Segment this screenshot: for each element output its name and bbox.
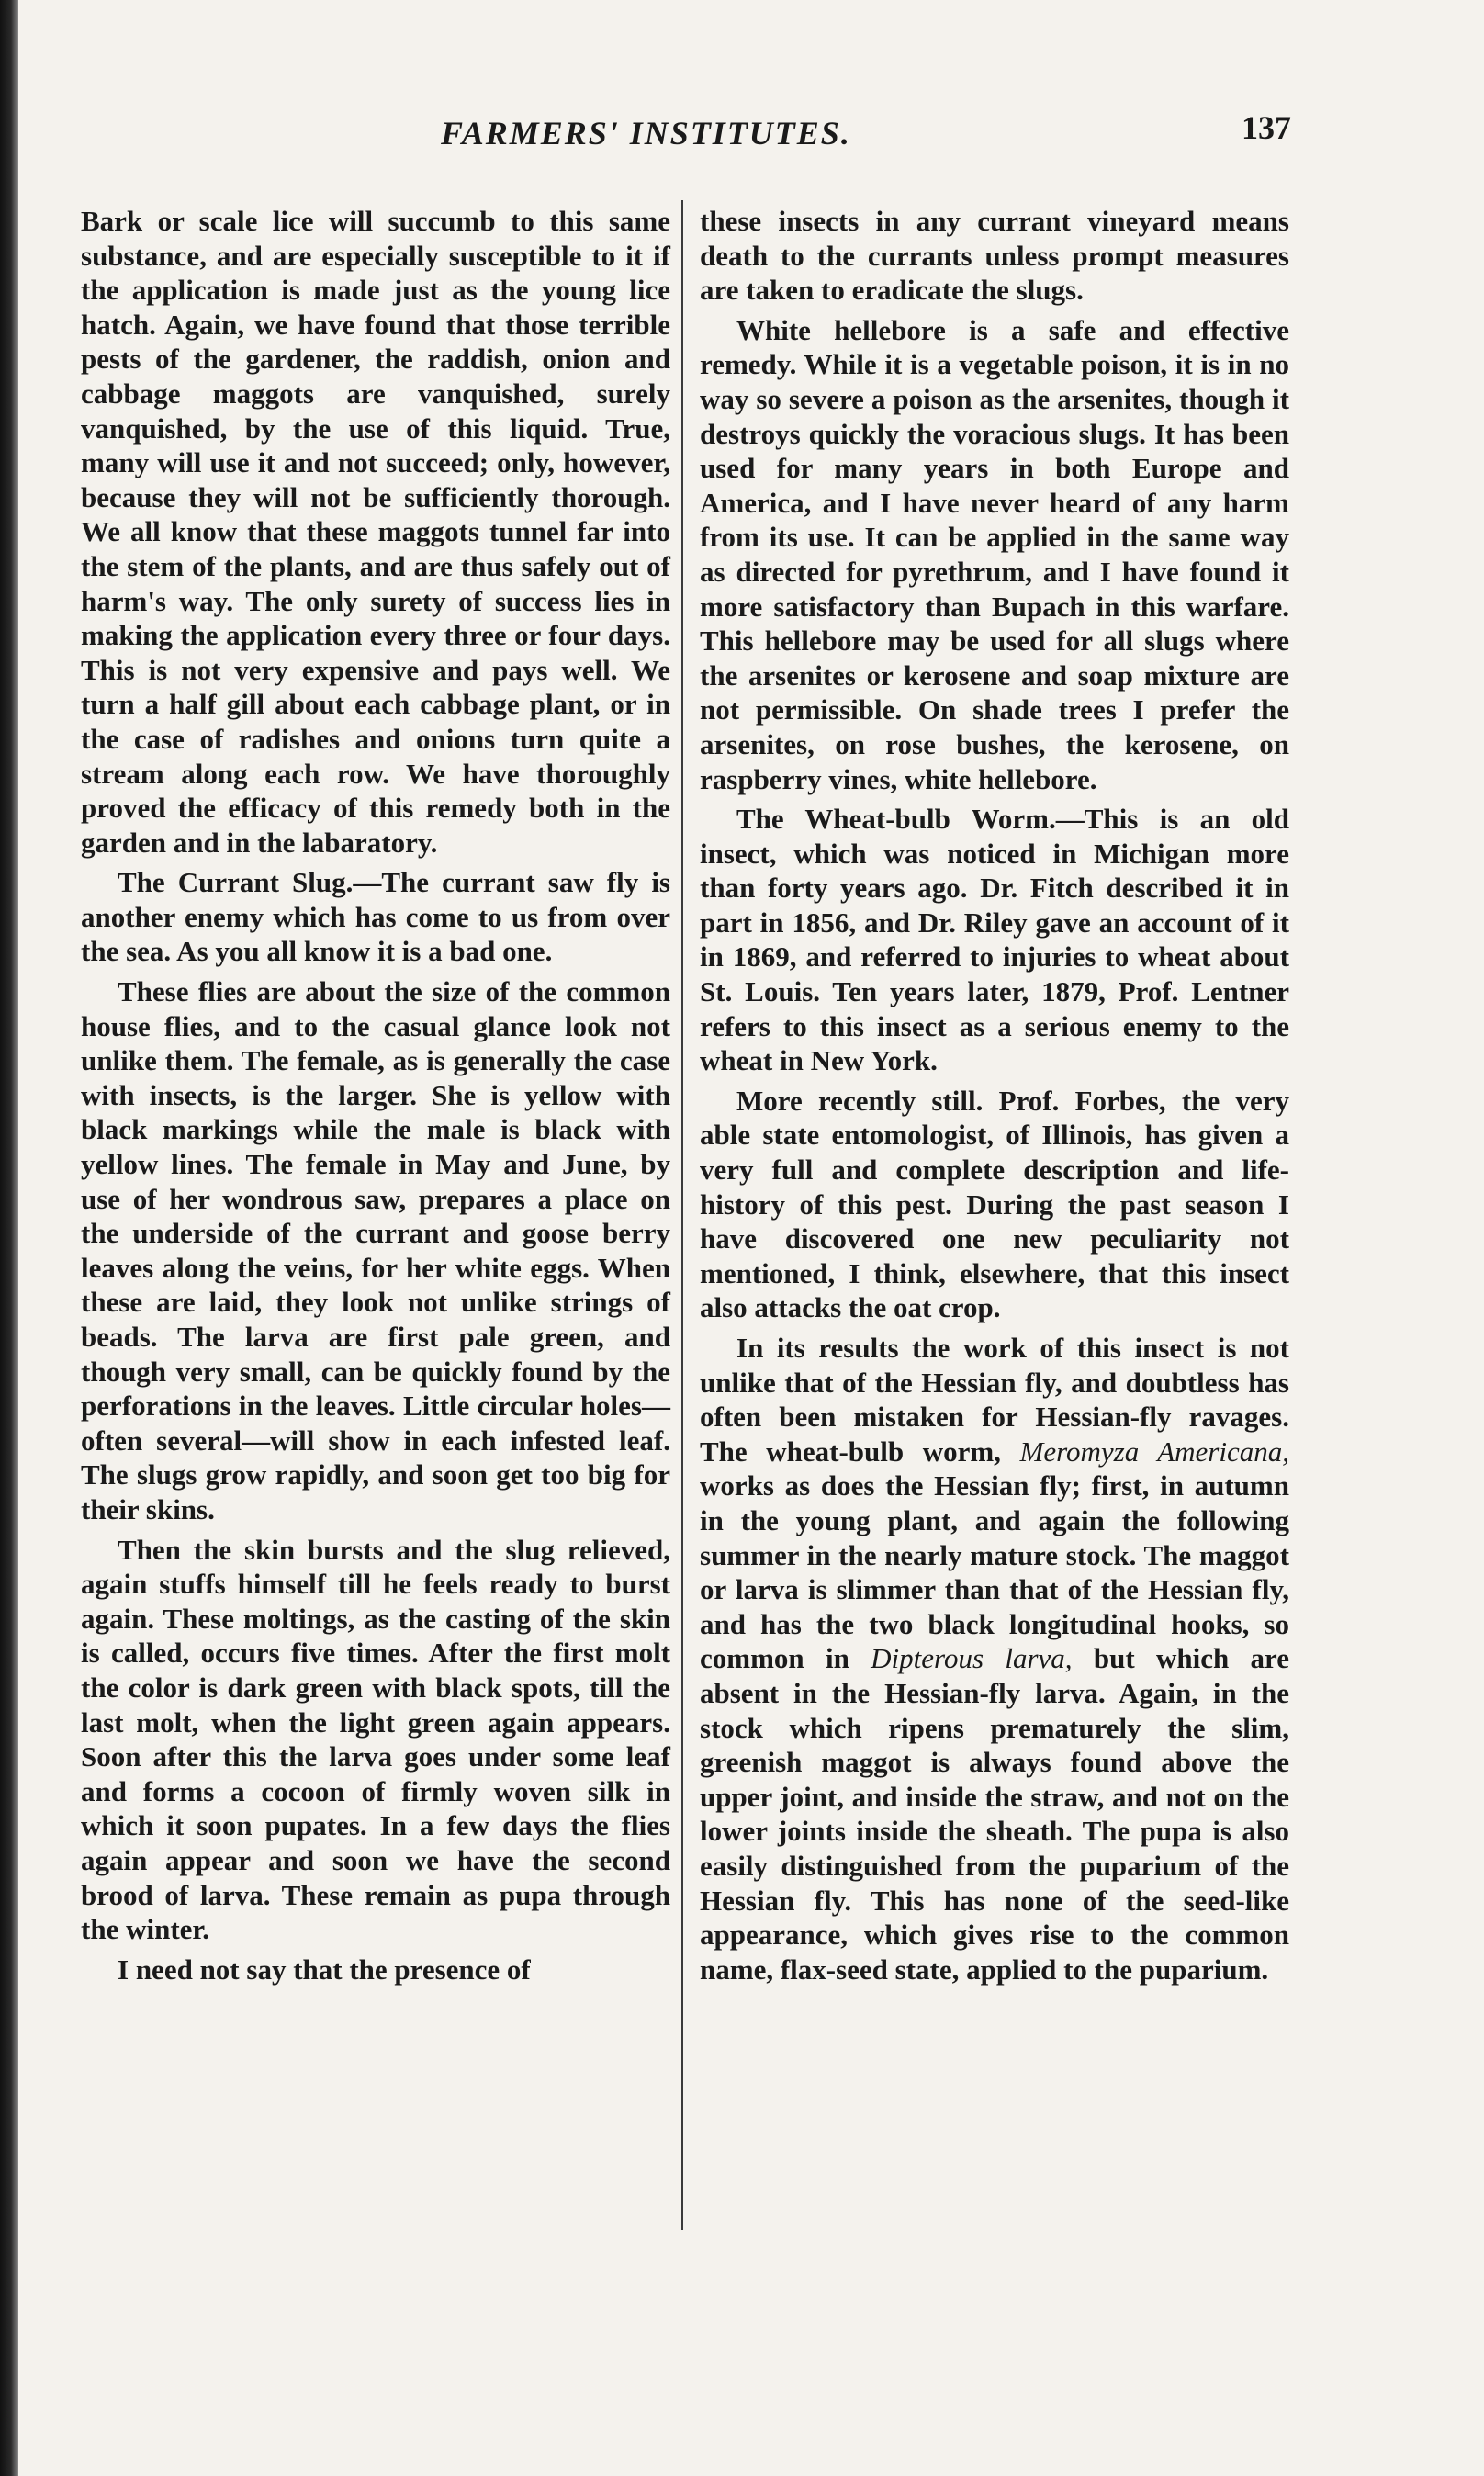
scan-binding-edge [0,0,18,2476]
column-divider [681,200,683,2230]
paragraph-slug-molting: Then the skin bursts and the slug relieved, again stuffs himself till he feels ready to burst again. These moltings, as the casting of the skin is called, occurs five times. After the first molt the color is dark green with black spots, till the last molt, when the light green again appears. Soon after this the larva goes under some leaf and forms a cocoon of firmly woven silk in which it soon pupates. In a few days the flies again appear and soon we have the second brood of larva. These remain as pupa through the winter. [81,1533,670,1946]
paragraph-wheat-bulb-worm: The Wheat-bulb Worm.—This is an old insect, which was noticed in Michigan more than forty years ago. Dr. Fitch described it in part in 1856, and Dr. Riley gave an account of it in 1869, and referred to injuries to wheat about St. Louis. Ten years later, 1879, Prof. Lentner refers to this insect as a serious enemy to the wheat in New York. [700,803,1289,1077]
paragraph-saw-fly-description: These flies are about the size of the common house flies, and to the casual glance look not unlike them. The female, as is generally the case with insects, is the larger. She is yellow with black markings while the male is black with yellow lines. The female in May and June, by use of her wondrous saw, prepares a place on the underside of the currant and goose berry leaves along the veins, for her white eggs. When these are laid, they look not unlike strings of beads. The larva are first pale green, and though very small, can be quickly found by the perforations in the leaves. Little circular holes—often several—will show in each infested leaf. The slugs grow rapidly, and soon get too big for their skins. [81,975,670,1525]
paragraph-results-hessian-fly [700,1331,1289,1986]
paragraph-presence-continued: these insects in any currant vineyard means death to the currants unless prompt measures are taken to eradicate the slugs. [700,205,1289,307]
species-name: Meromyza Americana, [1019,1435,1289,1468]
paragraph-presence-start: I need not say that the presence of [118,1953,531,1986]
page-number: 137 [1242,109,1291,146]
left-column [81,204,670,1992]
paragraph-forbes-description: More recently still. Prof. Forbes, the very able state entomologist, of Illinois, has given a very full and complete description and life-history of this pest. During the past season I have discovered one new peculiarity not mentioned, I think, elsewhere, that this insect also attacks the oat crop. [700,1084,1289,1324]
right-column [700,204,1289,1992]
running-header-title: FARMERS' INSTITUTES. [441,115,851,152]
dipterous-term: Dipterous larva, [871,1642,1073,1675]
paragraph-white-hellebore: White hellebore is a safe and effective remedy. While it is a vegetable poison, it is in no way so severe a poison as the arsenites, though it destroys quickly the voracious slugs. It has been used for many years in both Europe and America, and I have never heard of any harm from its use. It can be applied in the same way as directed for pyrethrum, and I have found it more satisfactory than Bupach in this warfare. This hellebore may be used for all slugs where the arsenites or kerosene and soap mixture are not permissible. On shade trees I prefer the arsenites, on rose bushes, the kerosene, on raspberry vines, white hellebore. [700,313,1289,795]
paragraph-currant-slug-intro: The Currant Slug.—The currant saw fly is another enemy which has come to us from over the sea. As you all know it is a bad one. [81,866,670,968]
paragraph-scale-lice: Bark or scale lice will succumb to this same substance, and are especially susceptible to it if the application is made just as the young lice hatch. Again, we have found that those terrible pests of the gardener, the raddish, onion and cabbage maggots are vanquished, surely vanquished, by the use of this liquid. True, many will use it and not succeed; only, however, because they will not be sufficiently thorough. We all know that these maggots tunnel far into the stem of the plants, and are thus safely out of harm's way. The only surety of success lies in making the application every three or four days. This is not very expensive and pays well. We turn a half gill about each cabbage plant, or in the case of radishes and onions turn quite a stream along each row. We have thoroughly proved the efficacy of this remedy both in the garden and in the labaratory. [81,205,670,859]
results-text-a: In its results the work of this insect is not unlike that of the Hessian fly, and doubtless has often been mistaken for Hessian-fly ravages. The wheat-bulb worm, [700,1332,1289,1468]
results-text-b: works as does the Hessian fly; first, in autumn in the young plant, and again the following summer in the nearly mature stock. The maggot or larva is slimmer than that of the Hessian fly, and has the two black longitudinal hooks, so common in [700,1469,1289,1675]
results-text-c: but which are absent in the Hessian-fly larva. Again, in the stock which ripens prematurely the slim, greenish maggot is always found above the upper joint, and inside the straw, and not on the lower joints inside the sheath. The pupa is also easily distinguished from the puparium of the Hessian fly. This has none of the seed-like appearance, which gives rise to the common name, flax-seed state, applied to the puparium. [700,1642,1289,1986]
